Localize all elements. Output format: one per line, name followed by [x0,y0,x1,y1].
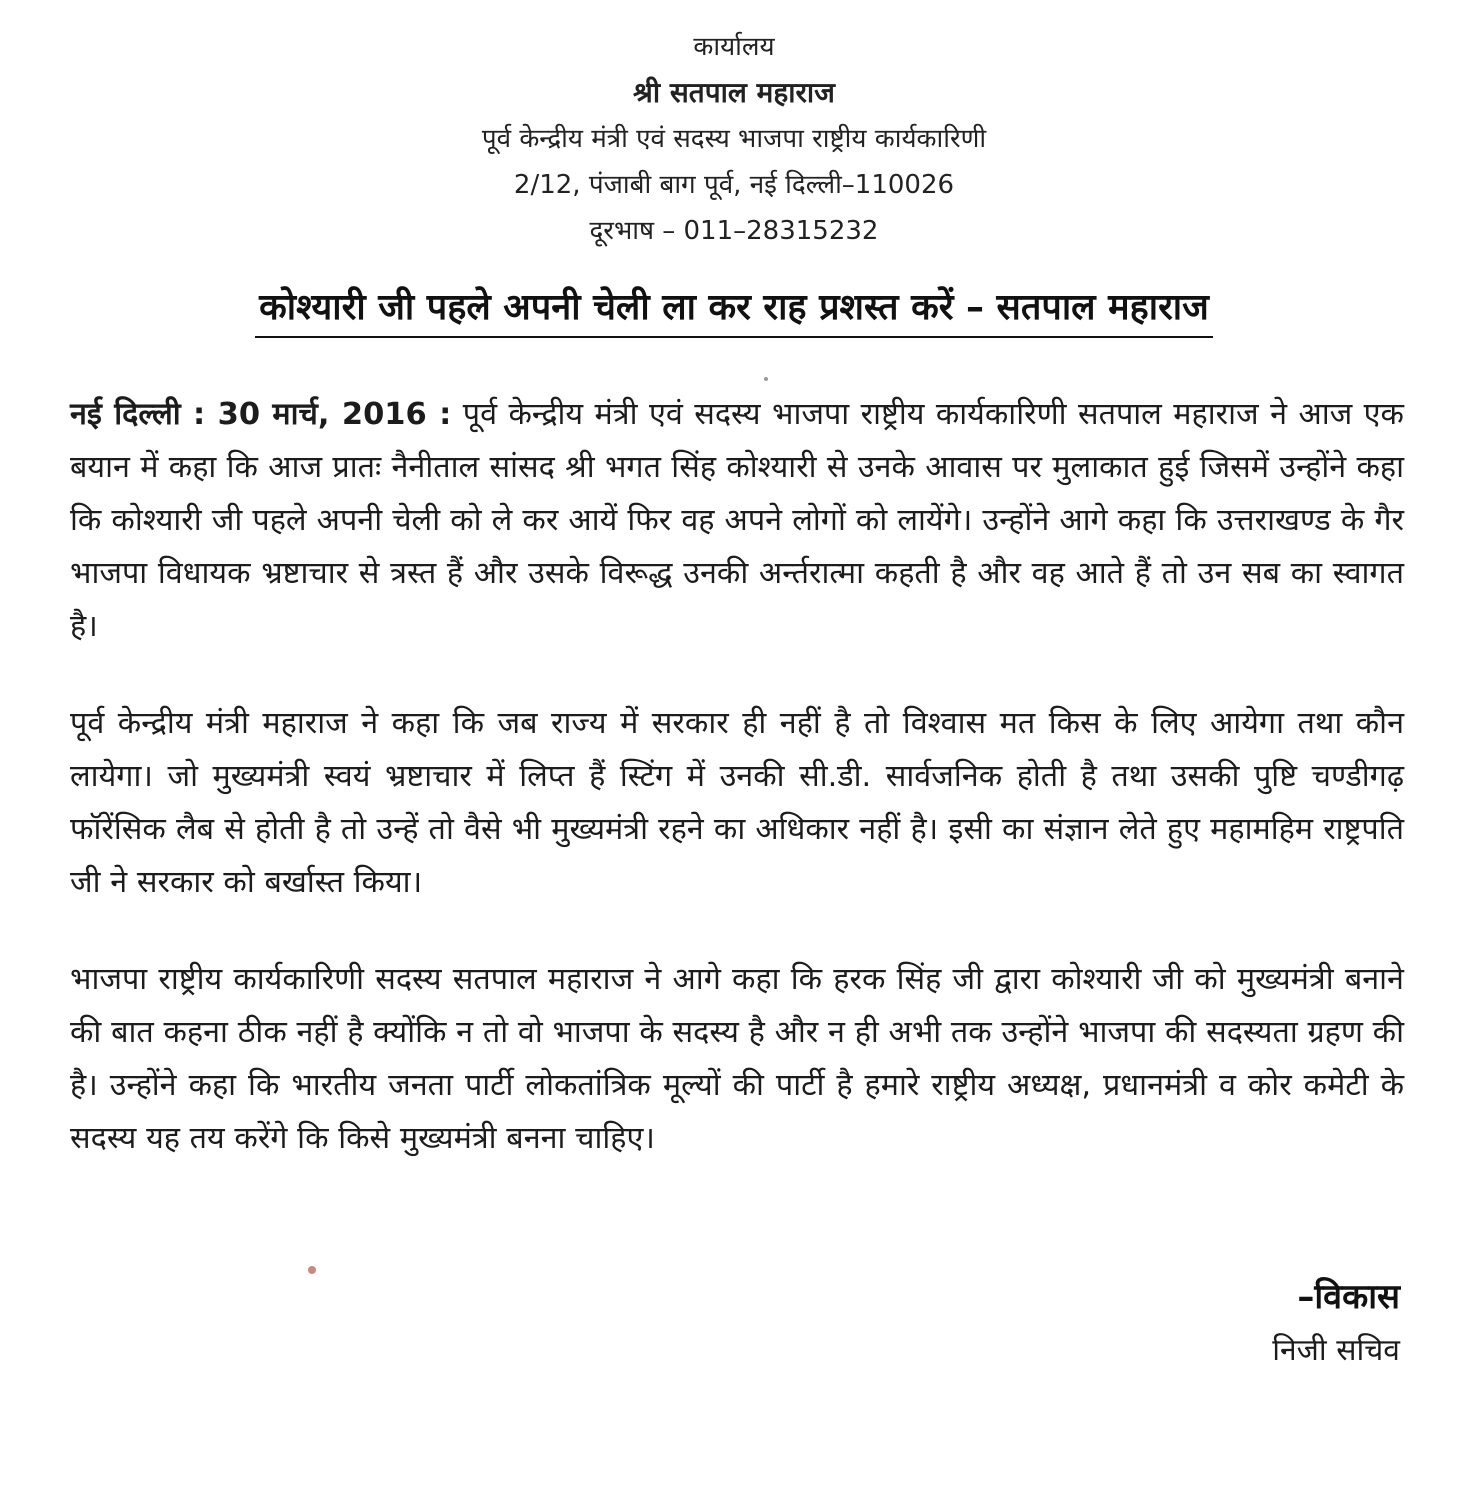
sender-phone: दूरभाष – 011–28315232 [589,216,879,246]
signature-block [1272,1268,1400,1376]
paragraph-3 [70,953,1404,1165]
sender-designation: पूर्व केन्द्रीय मंत्री एवं सदस्य भाजपा राष्ट्रीय कार्यकारिणी [481,124,987,154]
scan-speck [764,377,768,381]
signatory-name: –विकास [1297,1277,1400,1317]
paragraph-2-text: पूर्व केन्द्रीय मंत्री महाराज ने कहा कि जब राज्य में सरकार ही नहीं है तो विश्वास मत किस के लिए आयेगा तथा कौन लायेगा। जो मुख्यमंत्री स्वयं भ्रष्टाचार में लिप्त हैं स्टिंग में उनकी सी.डी. सार्वजनिक होती है तथा उसकी पुष्टि चण्डीगढ़ फॉरेंसिक लैब से होती है तो उन्हें तो वैसे भी मुख्यमंत्री रहने का अधिकार नहीं है। इसी का संज्ञान लेते हुए महामहिम राष्ट्रपति जी ने सरकार को बर्खास्त किया। [70,706,1404,900]
paragraph-1 [70,388,1404,653]
sender-name: श्री सतपाल महाराज [633,76,835,109]
paragraph-2 [70,697,1404,909]
dateline: नई दिल्ली : 30 मार्च, 2016 : [70,397,452,432]
signatory-title: निजी सचिव [1272,1333,1400,1368]
paragraph-1-text: पूर्व केन्द्रीय मंत्री एवं सदस्य भाजपा राष्ट्रीय कार्यकारिणी सतपाल महाराज ने आज एक बयान में कहा कि आज प्रातः नैनीताल सांसद श्री भगत सिंह कोश्यारी से उनके आवास पर मुलाकात हुई जिसमें उन्होंने कहा कि कोश्यारी जी पहले अपनी चेली को ले कर आयें फिर वह अपने लोगों को लायेंगे। उन्होंने आगे कहा कि उत्तराखण्ड के गैर भाजपा विधायक भ्रष्टाचार से त्रस्त हैं और उसके विरूद्ध उनकी अर्न्तरात्मा कहती है और वह आते हैं तो उन सब का स्वागत है। [70,397,1404,644]
letterhead [0,24,1468,254]
scan-speck [308,1266,316,1274]
office-label: कार्यालय [693,32,775,62]
headline-container [0,282,1468,338]
paragraph-3-text: भाजपा राष्ट्रीय कार्यकारिणी सदस्य सतपाल महाराज ने आगे कहा कि हरक सिंह जी द्वारा कोश्यारी जी को मुख्यमंत्री बनाने की बात कहना ठीक नहीं है क्योंकि न तो वो भाजपा के सदस्य है और न ही अभी तक उन्होंने भाजपा की सदस्यता ग्रहण की है। उन्होंने कहा कि भारतीय जनता पार्टी लोकतांत्रिक मूल्यों की पार्टी है हमारे राष्ट्रीय अध्यक्ष, प्रधानमंत्री व कोर कमेटी के सदस्य यह तय करेंगे कि किसे मुख्यमंत्री बनना चाहिए। [70,962,1404,1156]
headline: कोश्यारी जी पहले अपनी चेली ला कर राह प्रशस्त करें – सतपाल महाराज [255,282,1213,338]
sender-address: 2/12, पंजाबी बाग पूर्व, नई दिल्ली–110026 [513,170,955,200]
